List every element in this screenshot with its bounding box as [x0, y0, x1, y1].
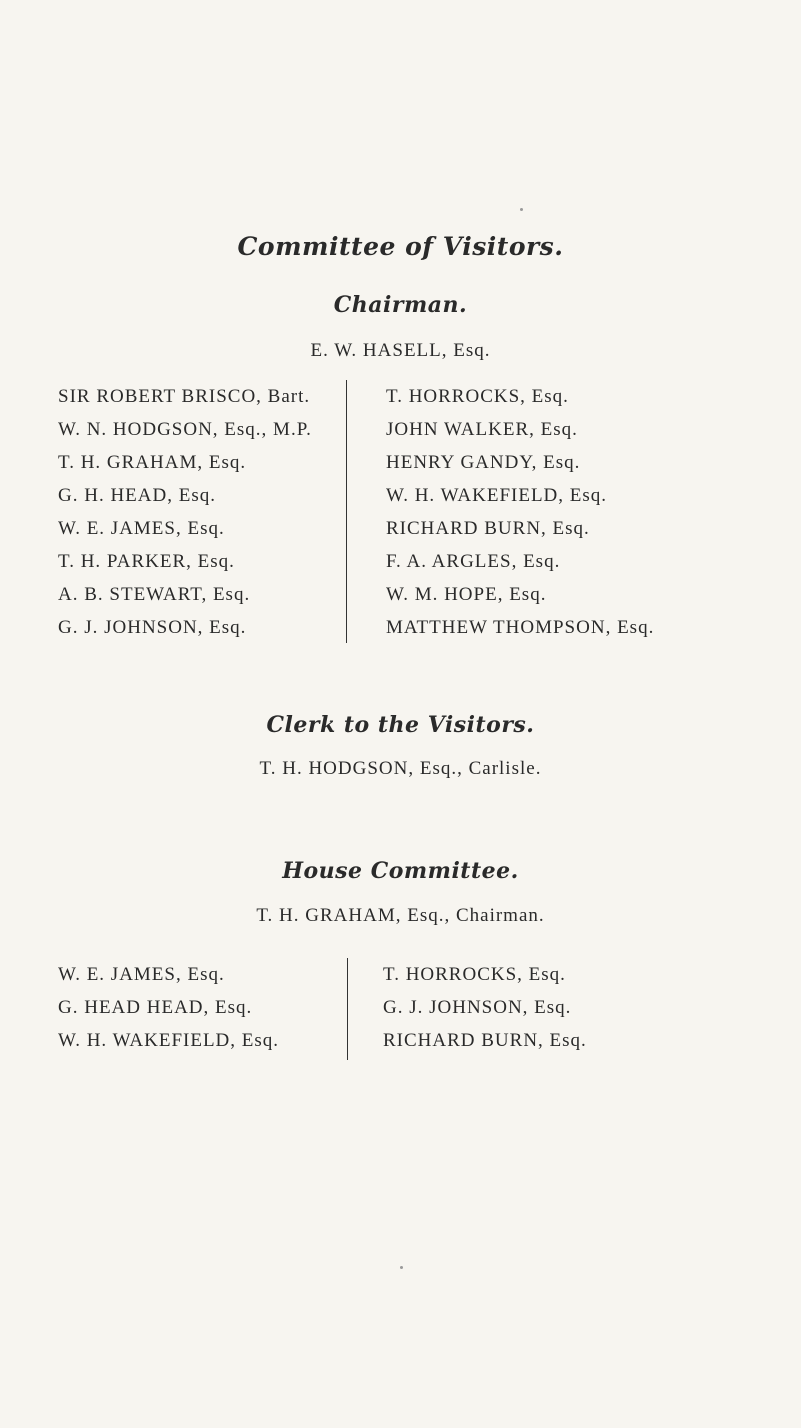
member-entry: W. N. HODGSON, Esq., M.P.	[58, 419, 312, 440]
chairman-name: E. W. HASELL, Esq.	[310, 340, 491, 361]
member-entry: W. H. WAKEFIELD, Esq.	[58, 1030, 280, 1051]
clerk-name: T. H. HODGSON, Esq., Carlisle.	[259, 758, 542, 779]
member-entry: G. J. JOHNSON, Esq.	[58, 617, 247, 638]
chairman-heading: Chairman.	[333, 292, 468, 318]
member-entry: F. A. ARGLES, Esq.	[386, 551, 561, 572]
member-entry: JOHN WALKER, Esq.	[386, 419, 578, 440]
member-entry: T. HORROCKS, Esq.	[383, 964, 566, 985]
member-entry: T. H. GRAHAM, Esq.	[58, 452, 247, 473]
committee-of-visitors-title: Committee of Visitors.	[237, 232, 564, 261]
paper-speck	[520, 208, 523, 211]
house-right-column	[383, 958, 587, 1057]
member-entry: W. E. JAMES, Esq.	[58, 518, 225, 539]
member-entry: HENRY GANDY, Esq.	[386, 452, 581, 473]
paper-speck	[400, 1266, 403, 1269]
member-entry: G. H. HEAD, Esq.	[58, 485, 216, 506]
house-chairman-line: T. H. GRAHAM, Esq., Chairman.	[256, 905, 545, 926]
member-entry: T. HORROCKS, Esq.	[386, 386, 569, 407]
member-entry: SIR ROBERT BRISCO, Bart.	[58, 386, 311, 407]
clerk-heading: Clerk to the Visitors.	[266, 712, 535, 738]
visitors-right-column	[386, 380, 654, 644]
column-divider	[347, 958, 348, 1060]
member-entry: RICHARD BURN, Esq.	[386, 518, 590, 539]
member-entry: RICHARD BURN, Esq.	[383, 1030, 587, 1051]
house-committee-title: House Committee.	[282, 858, 519, 884]
member-entry: MATTHEW THOMPSON, Esq.	[386, 617, 655, 638]
member-entry: W. E. JAMES, Esq.	[58, 964, 225, 985]
column-divider	[346, 380, 347, 643]
member-entry: T. H. PARKER, Esq.	[58, 551, 235, 572]
member-entry: W. H. WAKEFIELD, Esq.	[386, 485, 608, 506]
member-entry: G. HEAD HEAD, Esq.	[58, 997, 253, 1018]
member-entry: A. B. STEWART, Esq.	[58, 584, 251, 605]
member-entry: G. J. JOHNSON, Esq.	[383, 997, 572, 1018]
house-left-column	[58, 958, 279, 1057]
visitors-left-column	[58, 380, 312, 644]
member-entry: W. M. HOPE, Esq.	[386, 584, 547, 605]
